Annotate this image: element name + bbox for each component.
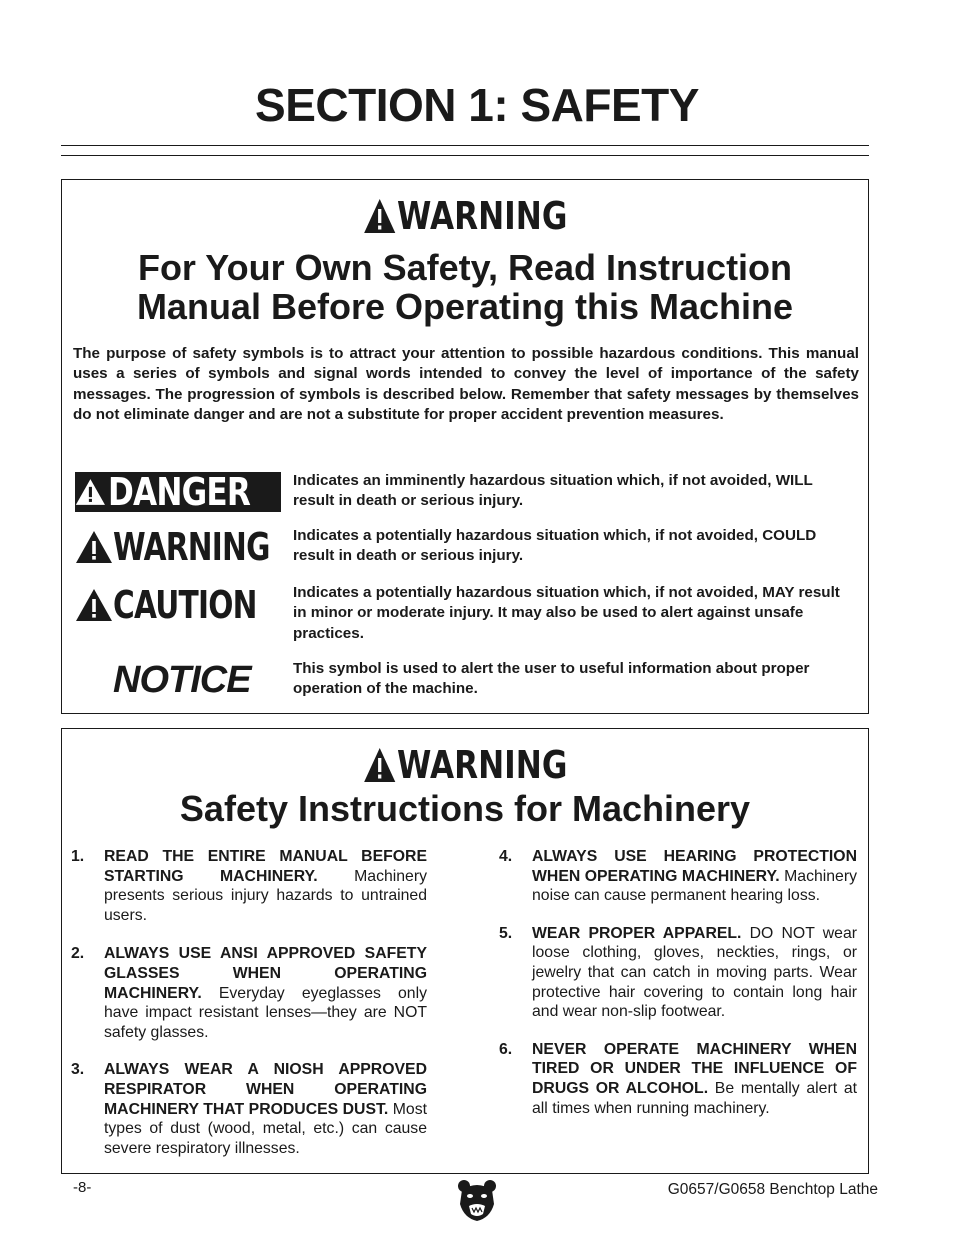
list-item (71, 1060, 427, 1158)
caution-label: CAUTION (113, 583, 257, 627)
item-lead: ALWAYS WEAR A NIOSH APPROVED RESPIRATOR WHEN OPERATING MACHINERY THAT PRODUCES DUST. (104, 1061, 427, 1118)
warning-triangle-icon (75, 530, 113, 564)
page-number: -8- (73, 1179, 92, 1196)
box-title: Safety Instructions for Machinery (179, 788, 751, 829)
item-number: 5. (499, 924, 513, 942)
page-title: SECTION 1: SAFETY (255, 79, 699, 131)
title-rule-top (61, 145, 869, 146)
warning-heading (135, 743, 796, 787)
warning-word: WARNING (397, 743, 568, 787)
list-item (71, 944, 427, 1042)
instructions-column-left (71, 847, 427, 1175)
item-text: DO NOT wear loose clothing, gloves, neckties, rings, or jewelry that can catch in moving parts. Wear protective hair covering to contain long hair and wear non-slip footwear. (532, 924, 857, 1021)
item-lead: NEVER OPERATE MACHINERY WHEN TIRED OR UNDER THE INFLUENCE OF DRUGS OR ALCOHOL. (532, 1040, 857, 1097)
warning-signal (75, 527, 281, 567)
caution-signal (75, 585, 281, 625)
danger-description: Indicates an imminently hazardous situation which, if not avoided, WILL result in death or serious injury. (293, 472, 813, 510)
bear-logo-icon (456, 1178, 498, 1222)
box-title-line-1: For Your Own Safety, Read Instruction (137, 247, 793, 288)
caution-description: Indicates a potentially hazardous situation which, if not avoided, MAY result in minor or moderate injury. It may also be used to alert against unsafe practices. (293, 584, 840, 642)
item-number: 2. (71, 945, 85, 963)
item-number: 4. (499, 848, 513, 865)
machinery-safety-box (61, 728, 869, 1174)
warning-triangle-icon (363, 197, 397, 235)
warning-word: WARNING (397, 194, 568, 238)
item-text: Machinery presents serious injury hazards to untrained users. (104, 867, 427, 924)
item-text: Everyday eyeglasses only have impact resistant lenses—they are NOT safety glasses. (104, 984, 427, 1041)
item-text: Machinery noise can cause permanent hearing loss. (532, 867, 857, 905)
title-rule-bottom (61, 155, 869, 156)
warning-triangle-icon (75, 588, 113, 622)
warning-label: WARNING (113, 525, 270, 569)
warning-triangle-icon (75, 476, 106, 508)
item-lead: READ THE ENTIRE MANUAL BEFORE STARTING MACHINERY. (104, 848, 427, 885)
list-item (499, 847, 857, 906)
box-title-line-2: Manual Before Operating this Machine (136, 286, 794, 327)
list-item (71, 847, 427, 925)
notice-label: NOTICE (113, 659, 251, 701)
item-text: Most types of dust (wood, metal, etc.) can cause severe respiratory illnesses. (104, 1100, 427, 1157)
item-lead: ALWAYS USE HEARING PROTECTION WHEN OPERATING MACHINERY. (532, 848, 857, 885)
list-item (499, 1040, 857, 1118)
model-name: G0657/G0658 Benchtop Lathe (667, 1181, 878, 1198)
warning-description: Indicates a potentially hazardous situation which, if not avoided, COULD result in death or serious injury. (293, 527, 817, 565)
safety-symbols-box (61, 179, 869, 714)
intro-paragraph: The purpose of safety symbols is to attract your attention to possible hazardous conditions. This manual uses a series of symbols and signal words intended to convey the level of importance of the safety messages. The progression of symbols is described below. Remember that safety messages by themselves do not eliminate danger and are not a substitute for proper accident prevention measures. (73, 345, 859, 424)
list-item (499, 924, 857, 1022)
item-lead: WEAR PROPER APPAREL. (532, 924, 742, 942)
danger-label: DANGER (107, 470, 250, 514)
item-text: Be mentally alert at all times when running machinery. (532, 1079, 857, 1117)
instructions-column-right (499, 847, 857, 1135)
warning-triangle-icon (363, 746, 397, 784)
notice-description: This symbol is used to alert the user to useful information about proper operation of the machine. (293, 660, 810, 698)
item-lead: ALWAYS USE ANSI APPROVED SAFETY GLASSES WHEN OPERATING MACHINERY. (104, 945, 427, 1002)
warning-heading (135, 194, 796, 238)
item-number: 1. (71, 848, 85, 865)
danger-badge (75, 472, 281, 512)
item-number: 6. (499, 1040, 513, 1058)
item-number: 3. (71, 1061, 85, 1079)
